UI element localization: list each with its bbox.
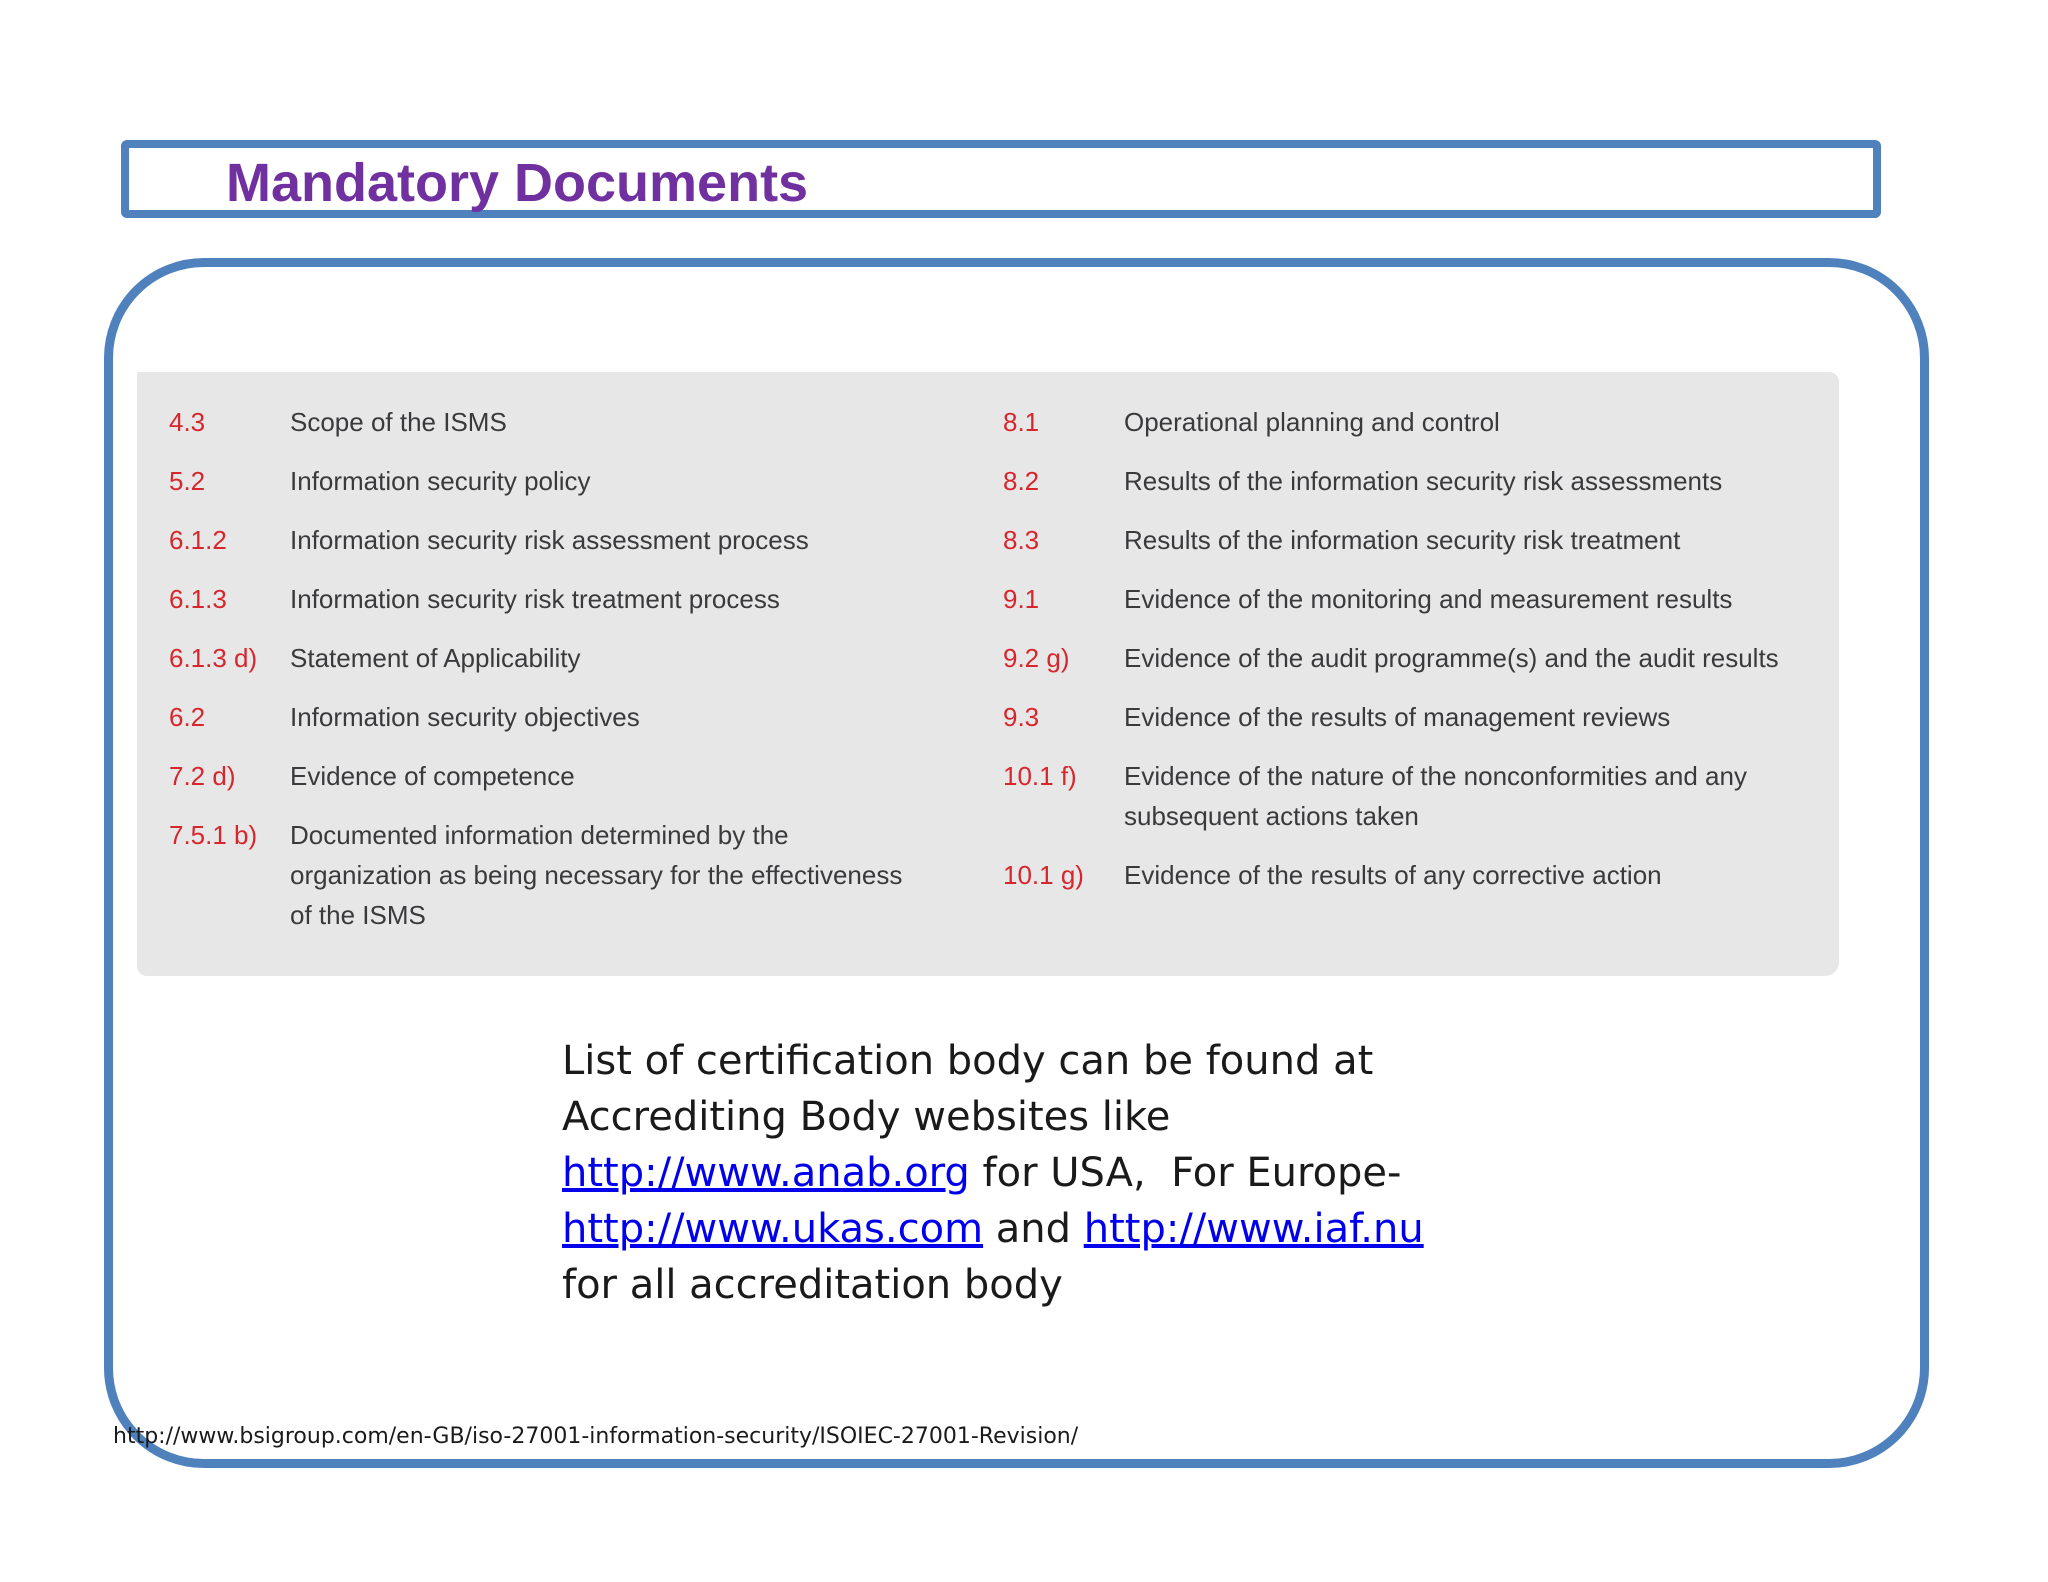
document-title: Evidence of the results of any corrective action: [1124, 860, 1662, 890]
document-title: Statement of Applicability: [290, 643, 581, 673]
document-title: Evidence of competence: [290, 761, 575, 791]
document-title: Evidence of the nature of the nonconformities and any subsequent actions taken: [1124, 761, 1747, 831]
note-line-2: Accrediting Body websites like: [562, 1094, 1171, 1140]
document-title: Scope of the ISMS: [290, 407, 507, 437]
mandatory-documents-table: [137, 372, 1839, 976]
clause-number: 9.3: [1003, 702, 1040, 732]
document-row: [1003, 855, 1833, 895]
document-row: [1003, 520, 1833, 560]
source-url: http://www.bsigroup.com/en-GB/iso-27001-information-security/ISOIEC-27001-Revision/: [113, 1424, 1079, 1449]
note-text-usa: for USA, For Europe-: [969, 1150, 1402, 1196]
clause-number: 8.2: [1003, 466, 1040, 496]
page-title: Mandatory Documents: [226, 153, 809, 213]
document-row: [169, 461, 999, 501]
document-row: [169, 815, 999, 935]
clause-number: 8.3: [1003, 525, 1040, 555]
document-row: [169, 756, 999, 796]
document-title: Documented information determined by the organization as being necessary for the effectiveness of the ISMS: [290, 820, 903, 930]
clause-number: 7.2 d): [169, 761, 236, 791]
document-title: Results of the information security risk assessments: [1124, 466, 1723, 496]
document-title: Evidence of the monitoring and measurement results: [1124, 584, 1733, 614]
anab-link[interactable]: http://www.anab.org: [562, 1150, 970, 1196]
clause-number: 8.1: [1003, 407, 1040, 437]
document-row: [169, 402, 999, 442]
note-line-5: for all accreditation body: [562, 1262, 1063, 1308]
document-row: [169, 638, 999, 678]
clause-number: 7.5.1 b): [169, 820, 258, 850]
title-banner: [121, 140, 1881, 218]
document-title: Information security risk treatment process: [290, 584, 780, 614]
clause-number: 4.3: [169, 407, 206, 437]
note-line-1: List of certification body can be found at: [562, 1038, 1374, 1084]
document-row: [1003, 697, 1833, 737]
clause-number: 6.2: [169, 702, 206, 732]
document-title: Evidence of the audit programme(s) and the audit results: [1124, 643, 1779, 673]
clause-number: 6.1.3 d): [169, 643, 258, 673]
documents-column-left: [169, 402, 999, 954]
clause-number: 9.1: [1003, 584, 1040, 614]
document-title: Results of the information security risk treatment: [1124, 525, 1681, 555]
document-title: Information security policy: [290, 466, 591, 496]
clause-number: 5.2: [169, 466, 206, 496]
document-row: [1003, 756, 1833, 836]
document-row: [1003, 461, 1833, 501]
certification-body-note: [562, 1033, 1462, 1313]
document-row: [169, 579, 999, 619]
clause-number: 10.1 g): [1003, 860, 1084, 890]
document-row: [169, 520, 999, 560]
clause-number: 10.1 f): [1003, 761, 1077, 791]
clause-number: 9.2 g): [1003, 643, 1070, 673]
document-title: Information security risk assessment process: [290, 525, 809, 555]
document-row: [169, 697, 999, 737]
document-title: Information security objectives: [290, 702, 640, 732]
note-text-and: and: [983, 1206, 1084, 1252]
document-title: Evidence of the results of management reviews: [1124, 702, 1671, 732]
iaf-link[interactable]: http://www.iaf.nu: [1083, 1206, 1424, 1252]
clause-number: 6.1.3: [169, 584, 227, 614]
document-row: [1003, 579, 1833, 619]
documents-column-right: [1003, 402, 1833, 914]
ukas-link[interactable]: http://www.ukas.com: [562, 1206, 984, 1252]
document-row: [1003, 638, 1833, 678]
document-row: [1003, 402, 1833, 442]
document-title: Operational planning and control: [1124, 407, 1500, 437]
clause-number: 6.1.2: [169, 525, 227, 555]
